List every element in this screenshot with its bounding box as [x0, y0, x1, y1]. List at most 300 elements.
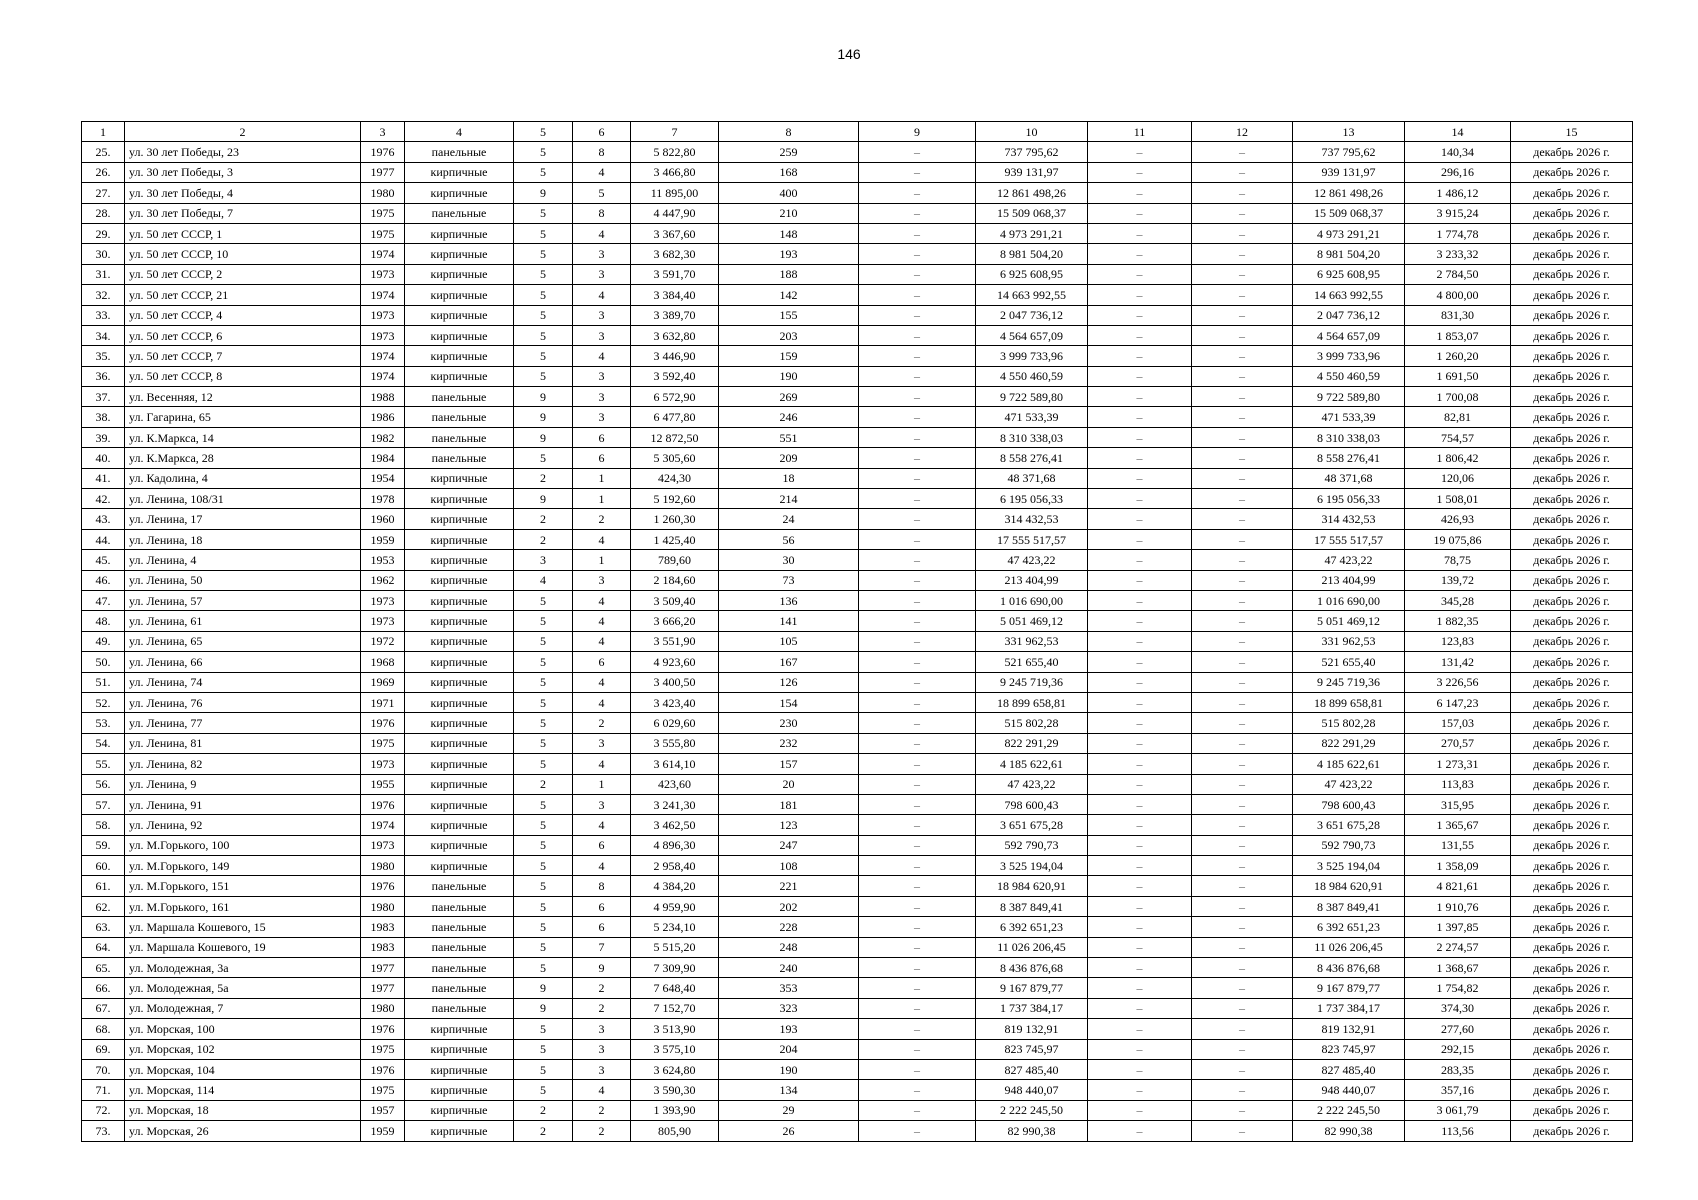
- table-cell: –: [1088, 1100, 1192, 1120]
- table-cell: 9 245 719,36: [976, 672, 1088, 692]
- table-cell: –: [1192, 590, 1293, 610]
- table-cell: 4: [573, 754, 631, 774]
- table-row: [82, 876, 1633, 896]
- table-cell: 1988: [361, 387, 405, 407]
- table-cell: 3 446,90: [631, 346, 719, 366]
- table-cell: 1968: [361, 652, 405, 672]
- table-cell: 1959: [361, 1121, 405, 1141]
- table-cell: 4 896,30: [631, 835, 719, 855]
- table-cell: 8 436 876,68: [976, 958, 1088, 978]
- table-cell: 47 423,22: [1293, 774, 1405, 794]
- table-cell: 155: [719, 305, 859, 325]
- table-cell: 48.: [82, 611, 125, 631]
- address-cell: ул. Молодежная, 5а: [125, 978, 361, 998]
- table-cell: 1984: [361, 448, 405, 468]
- table-cell: 3 525 194,04: [1293, 856, 1405, 876]
- table-cell: 6 195 056,33: [976, 489, 1088, 509]
- table-cell: 5: [514, 590, 573, 610]
- column-number-cell: 1: [82, 122, 125, 142]
- table-cell: 521 655,40: [1293, 652, 1405, 672]
- table-cell: 551: [719, 427, 859, 447]
- table-cell: 5: [514, 958, 573, 978]
- table-cell: 1976: [361, 142, 405, 162]
- table-cell: 353: [719, 978, 859, 998]
- table-cell: 5: [514, 713, 573, 733]
- table-cell: декабрь 2026 г.: [1511, 509, 1633, 529]
- table-cell: –: [1088, 325, 1192, 345]
- table-cell: декабрь 2026 г.: [1511, 1019, 1633, 1039]
- table-cell: 9: [514, 183, 573, 203]
- table-cell: 4 959,90: [631, 896, 719, 916]
- table-cell: 4 185 622,61: [1293, 754, 1405, 774]
- table-row: [82, 672, 1633, 692]
- table-cell: 1953: [361, 550, 405, 570]
- address-cell: ул. М.Горького, 161: [125, 896, 361, 916]
- table-cell: 193: [719, 244, 859, 264]
- address-cell: ул. Ленина, 74: [125, 672, 361, 692]
- table-cell: 64.: [82, 937, 125, 957]
- table-cell: 1: [573, 550, 631, 570]
- table-cell: 4: [573, 285, 631, 305]
- table-cell: 8: [573, 203, 631, 223]
- table-cell: 209: [719, 448, 859, 468]
- table-cell: 259: [719, 142, 859, 162]
- table-cell: 4 564 657,09: [1293, 325, 1405, 345]
- table-cell: 15 509 068,37: [976, 203, 1088, 223]
- table-cell: –: [859, 835, 976, 855]
- table-cell: 82 990,38: [976, 1121, 1088, 1141]
- column-number-cell: 8: [719, 122, 859, 142]
- table-cell: 5: [514, 162, 573, 182]
- table-cell: 20: [719, 774, 859, 794]
- table-cell: 1977: [361, 162, 405, 182]
- table-cell: 331 962,53: [976, 631, 1088, 651]
- table-cell: 3 591,70: [631, 264, 719, 284]
- table-cell: 1 737 384,17: [1293, 998, 1405, 1018]
- table-cell: 154: [719, 692, 859, 712]
- table-cell: 1975: [361, 1039, 405, 1059]
- table-cell: 66.: [82, 978, 125, 998]
- table-cell: 48 371,68: [976, 468, 1088, 488]
- table-cell: –: [1192, 142, 1293, 162]
- table-cell: –: [859, 264, 976, 284]
- table-cell: 232: [719, 733, 859, 753]
- table-row: [82, 203, 1633, 223]
- column-number-cell: 4: [405, 122, 514, 142]
- table-cell: кирпичные: [405, 1080, 514, 1100]
- table-cell: 1982: [361, 427, 405, 447]
- table-cell: –: [1088, 978, 1192, 998]
- table-cell: 471 533,39: [976, 407, 1088, 427]
- table-cell: 1 016 690,00: [976, 590, 1088, 610]
- table-cell: 1 754,82: [1405, 978, 1511, 998]
- table-row: [82, 142, 1633, 162]
- table-cell: 123: [719, 815, 859, 835]
- table-cell: декабрь 2026 г.: [1511, 978, 1633, 998]
- table-cell: 6 195 056,33: [1293, 489, 1405, 509]
- table-cell: 48 371,68: [1293, 468, 1405, 488]
- column-number-cell: 10: [976, 122, 1088, 142]
- table-cell: 26: [719, 1121, 859, 1141]
- table-cell: 1 260,20: [1405, 346, 1511, 366]
- table-cell: 1959: [361, 529, 405, 549]
- table-cell: 270,57: [1405, 733, 1511, 753]
- table-cell: кирпичные: [405, 611, 514, 631]
- table-cell: 1973: [361, 590, 405, 610]
- address-cell: ул. Весенняя, 12: [125, 387, 361, 407]
- column-number-cell: 11: [1088, 122, 1192, 142]
- table-cell: 2 274,57: [1405, 937, 1511, 957]
- table-cell: 159: [719, 346, 859, 366]
- table-cell: 1974: [361, 244, 405, 264]
- address-cell: ул. Молодежная, 3а: [125, 958, 361, 978]
- table-cell: 1976: [361, 1059, 405, 1079]
- table-cell: 12 861 498,26: [976, 183, 1088, 203]
- table-cell: –: [859, 529, 976, 549]
- table-cell: 134: [719, 1080, 859, 1100]
- table-cell: –: [859, 998, 976, 1018]
- table-cell: –: [1192, 754, 1293, 774]
- table-cell: 15 509 068,37: [1293, 203, 1405, 223]
- table-cell: кирпичные: [405, 183, 514, 203]
- table-cell: декабрь 2026 г.: [1511, 1121, 1633, 1141]
- table-cell: 823 745,97: [1293, 1039, 1405, 1059]
- table-cell: 2: [514, 468, 573, 488]
- table-cell: 6 392 651,23: [1293, 917, 1405, 937]
- table-cell: декабрь 2026 г.: [1511, 815, 1633, 835]
- table-cell: –: [1192, 611, 1293, 631]
- table-cell: 213 404,99: [976, 570, 1088, 590]
- table-cell: 1975: [361, 1080, 405, 1100]
- table-cell: кирпичные: [405, 570, 514, 590]
- table-cell: 36.: [82, 366, 125, 386]
- table-cell: –: [1088, 162, 1192, 182]
- table-cell: 277,60: [1405, 1019, 1511, 1039]
- table-cell: 3 233,32: [1405, 244, 1511, 264]
- table-cell: 7 648,40: [631, 978, 719, 998]
- table-cell: 423,60: [631, 774, 719, 794]
- table-cell: панельные: [405, 896, 514, 916]
- table-row: [82, 529, 1633, 549]
- table-cell: 323: [719, 998, 859, 1018]
- table-cell: 47 423,22: [976, 550, 1088, 570]
- table-cell: 315,95: [1405, 794, 1511, 814]
- table-cell: 3 241,30: [631, 794, 719, 814]
- table-cell: 827 485,40: [1293, 1059, 1405, 1079]
- table-cell: –: [1192, 183, 1293, 203]
- table-cell: декабрь 2026 г.: [1511, 142, 1633, 162]
- table-cell: –: [1088, 713, 1192, 733]
- table-cell: декабрь 2026 г.: [1511, 917, 1633, 937]
- table-cell: 105: [719, 631, 859, 651]
- table-cell: 1 358,09: [1405, 856, 1511, 876]
- address-cell: ул. Морская, 100: [125, 1019, 361, 1039]
- table-cell: 4 185 622,61: [976, 754, 1088, 774]
- table-cell: 939 131,97: [1293, 162, 1405, 182]
- table-row: [82, 1121, 1633, 1141]
- table-cell: –: [1088, 590, 1192, 610]
- table-row: [82, 1100, 1633, 1120]
- table-cell: 246: [719, 407, 859, 427]
- table-cell: 1980: [361, 998, 405, 1018]
- table-cell: кирпичные: [405, 1039, 514, 1059]
- table-cell: –: [859, 244, 976, 264]
- table-cell: –: [1088, 937, 1192, 957]
- address-cell: ул. 30 лет Победы, 4: [125, 183, 361, 203]
- table-cell: 46.: [82, 570, 125, 590]
- table-cell: кирпичные: [405, 305, 514, 325]
- table-cell: 4 550 460,59: [1293, 366, 1405, 386]
- table-cell: 26.: [82, 162, 125, 182]
- table-cell: декабрь 2026 г.: [1511, 896, 1633, 916]
- table-cell: 67.: [82, 998, 125, 1018]
- table-cell: декабрь 2026 г.: [1511, 754, 1633, 774]
- table-row: [82, 754, 1633, 774]
- table-cell: 3: [573, 1039, 631, 1059]
- table-cell: 2 958,40: [631, 856, 719, 876]
- table-cell: 3 400,50: [631, 672, 719, 692]
- table-cell: –: [859, 896, 976, 916]
- table-cell: 754,57: [1405, 427, 1511, 447]
- table-cell: 141: [719, 611, 859, 631]
- table-row: [82, 305, 1633, 325]
- table-cell: 9: [514, 978, 573, 998]
- table-cell: 1980: [361, 896, 405, 916]
- table-cell: 24: [719, 509, 859, 529]
- table-cell: 1 393,90: [631, 1100, 719, 1120]
- table-cell: 214: [719, 489, 859, 509]
- table-cell: кирпичные: [405, 815, 514, 835]
- table-cell: 5: [514, 835, 573, 855]
- table-cell: 11 026 206,45: [1293, 937, 1405, 957]
- table-cell: 5: [514, 366, 573, 386]
- address-cell: ул. Гагарина, 65: [125, 407, 361, 427]
- table-cell: 9: [514, 407, 573, 427]
- table-cell: 737 795,62: [1293, 142, 1405, 162]
- table-cell: –: [1088, 346, 1192, 366]
- table-row: [82, 815, 1633, 835]
- table-cell: 6 029,60: [631, 713, 719, 733]
- table-cell: 52.: [82, 692, 125, 712]
- table-cell: 55.: [82, 754, 125, 774]
- column-number-cell: 14: [1405, 122, 1511, 142]
- table-cell: 27.: [82, 183, 125, 203]
- table-cell: 3 999 733,96: [1293, 346, 1405, 366]
- table-cell: 3: [573, 264, 631, 284]
- table-cell: –: [859, 509, 976, 529]
- table-cell: 1 425,40: [631, 529, 719, 549]
- table-row: [82, 998, 1633, 1018]
- table-cell: 120,06: [1405, 468, 1511, 488]
- table-row: [82, 652, 1633, 672]
- table-cell: 58.: [82, 815, 125, 835]
- table-cell: –: [1088, 794, 1192, 814]
- table-cell: 1 882,35: [1405, 611, 1511, 631]
- table-cell: –: [1088, 774, 1192, 794]
- table-cell: 82,81: [1405, 407, 1511, 427]
- table-cell: кирпичные: [405, 1019, 514, 1039]
- table-cell: –: [1088, 529, 1192, 549]
- table-cell: кирпичные: [405, 672, 514, 692]
- table-cell: 3 466,80: [631, 162, 719, 182]
- table-cell: 190: [719, 1059, 859, 1079]
- table-cell: 113,83: [1405, 774, 1511, 794]
- table-row: [82, 1039, 1633, 1059]
- table-cell: кирпичные: [405, 325, 514, 345]
- table-cell: –: [1192, 815, 1293, 835]
- table-cell: 789,60: [631, 550, 719, 570]
- table-cell: 1 691,50: [1405, 366, 1511, 386]
- table-cell: –: [1192, 713, 1293, 733]
- table-row: [82, 1019, 1633, 1039]
- table-cell: декабрь 2026 г.: [1511, 183, 1633, 203]
- table-cell: –: [1192, 978, 1293, 998]
- table-cell: –: [1192, 733, 1293, 753]
- table-cell: 5 822,80: [631, 142, 719, 162]
- table-cell: 1974: [361, 366, 405, 386]
- table-cell: 3 666,20: [631, 611, 719, 631]
- table-cell: 1975: [361, 223, 405, 243]
- table-cell: –: [1088, 244, 1192, 264]
- table-cell: 5: [514, 1080, 573, 1100]
- table-cell: –: [1088, 672, 1192, 692]
- table-cell: 4 550 460,59: [976, 366, 1088, 386]
- table-row: [82, 366, 1633, 386]
- table-cell: 29: [719, 1100, 859, 1120]
- table-cell: 2: [573, 509, 631, 529]
- table-cell: кирпичные: [405, 733, 514, 753]
- table-cell: –: [1088, 754, 1192, 774]
- table-cell: –: [1192, 1039, 1293, 1059]
- address-cell: ул. Маршала Кошевого, 15: [125, 917, 361, 937]
- table-cell: 3 509,40: [631, 590, 719, 610]
- table-cell: кирпичные: [405, 223, 514, 243]
- table-cell: –: [859, 958, 976, 978]
- table-cell: 822 291,29: [1293, 733, 1405, 753]
- table-row: [82, 856, 1633, 876]
- table-row: [82, 264, 1633, 284]
- table-cell: 1 273,31: [1405, 754, 1511, 774]
- table-cell: 1962: [361, 570, 405, 590]
- table-cell: декабрь 2026 г.: [1511, 162, 1633, 182]
- table-cell: 2: [573, 998, 631, 1018]
- table-cell: 60.: [82, 856, 125, 876]
- table-cell: –: [1088, 142, 1192, 162]
- table-cell: 5 051 469,12: [976, 611, 1088, 631]
- table-cell: 6: [573, 652, 631, 672]
- table-cell: 948 440,07: [1293, 1080, 1405, 1100]
- table-cell: 4: [573, 346, 631, 366]
- table-cell: 1957: [361, 1100, 405, 1120]
- table-cell: 3: [514, 550, 573, 570]
- table-cell: 269: [719, 387, 859, 407]
- table-cell: –: [1192, 448, 1293, 468]
- table-cell: 8: [573, 142, 631, 162]
- table-row: [82, 713, 1633, 733]
- table-cell: 1 806,42: [1405, 448, 1511, 468]
- address-cell: ул. Ленина, 77: [125, 713, 361, 733]
- table-cell: –: [1088, 876, 1192, 896]
- table-cell: кирпичные: [405, 509, 514, 529]
- table-cell: кирпичные: [405, 713, 514, 733]
- table-cell: 247: [719, 835, 859, 855]
- table-cell: 181: [719, 794, 859, 814]
- table-cell: 136: [719, 590, 859, 610]
- table-cell: –: [859, 815, 976, 835]
- table-cell: 203: [719, 325, 859, 345]
- table-cell: 49.: [82, 631, 125, 651]
- table-cell: 6: [573, 896, 631, 916]
- table-cell: 5 051 469,12: [1293, 611, 1405, 631]
- table-cell: декабрь 2026 г.: [1511, 590, 1633, 610]
- address-cell: ул. 30 лет Победы, 23: [125, 142, 361, 162]
- table-cell: 6 147,23: [1405, 692, 1511, 712]
- table-cell: 5: [514, 346, 573, 366]
- table-cell: 3: [573, 407, 631, 427]
- table-cell: –: [859, 1121, 976, 1141]
- table-cell: 167: [719, 652, 859, 672]
- table-cell: 56.: [82, 774, 125, 794]
- table-cell: 6 477,80: [631, 407, 719, 427]
- table-cell: –: [859, 448, 976, 468]
- table-cell: 1: [573, 774, 631, 794]
- address-cell: ул. Ленина, 81: [125, 733, 361, 753]
- table-cell: –: [1192, 162, 1293, 182]
- table-cell: –: [859, 366, 976, 386]
- table-cell: декабрь 2026 г.: [1511, 305, 1633, 325]
- table-cell: 32.: [82, 285, 125, 305]
- table-cell: 1976: [361, 876, 405, 896]
- table-cell: 14 663 992,55: [976, 285, 1088, 305]
- table-cell: 3 632,80: [631, 325, 719, 345]
- table-cell: 292,15: [1405, 1039, 1511, 1059]
- table-cell: 1986: [361, 407, 405, 427]
- table-cell: 1983: [361, 917, 405, 937]
- table-cell: кирпичные: [405, 754, 514, 774]
- table-cell: 5: [514, 285, 573, 305]
- table-cell: 5: [514, 631, 573, 651]
- table-cell: 1978: [361, 489, 405, 509]
- table-cell: 8 558 276,41: [1293, 448, 1405, 468]
- table-cell: 45.: [82, 550, 125, 570]
- address-cell: ул. М.Горького, 149: [125, 856, 361, 876]
- table-cell: 12 872,50: [631, 427, 719, 447]
- table-cell: 3 367,60: [631, 223, 719, 243]
- table-cell: 5: [514, 1019, 573, 1039]
- table-cell: 148: [719, 223, 859, 243]
- table-cell: декабрь 2026 г.: [1511, 489, 1633, 509]
- table-cell: –: [1088, 1121, 1192, 1141]
- table-cell: –: [1088, 509, 1192, 529]
- table-cell: –: [859, 570, 976, 590]
- table-cell: 8 310 338,03: [976, 427, 1088, 447]
- table-cell: 34.: [82, 325, 125, 345]
- table-cell: –: [1192, 835, 1293, 855]
- table-cell: 2 047 736,12: [1293, 305, 1405, 325]
- table-cell: 5: [514, 244, 573, 264]
- table-cell: декабрь 2026 г.: [1511, 937, 1633, 957]
- table-cell: 9: [573, 958, 631, 978]
- table-cell: 40.: [82, 448, 125, 468]
- table-cell: декабрь 2026 г.: [1511, 529, 1633, 549]
- table-cell: 5: [514, 937, 573, 957]
- table-cell: –: [859, 387, 976, 407]
- table-cell: 9 167 879,77: [1293, 978, 1405, 998]
- table-cell: 30.: [82, 244, 125, 264]
- table-cell: 157,03: [1405, 713, 1511, 733]
- address-cell: ул. 50 лет СССР, 1: [125, 223, 361, 243]
- table-cell: кирпичные: [405, 346, 514, 366]
